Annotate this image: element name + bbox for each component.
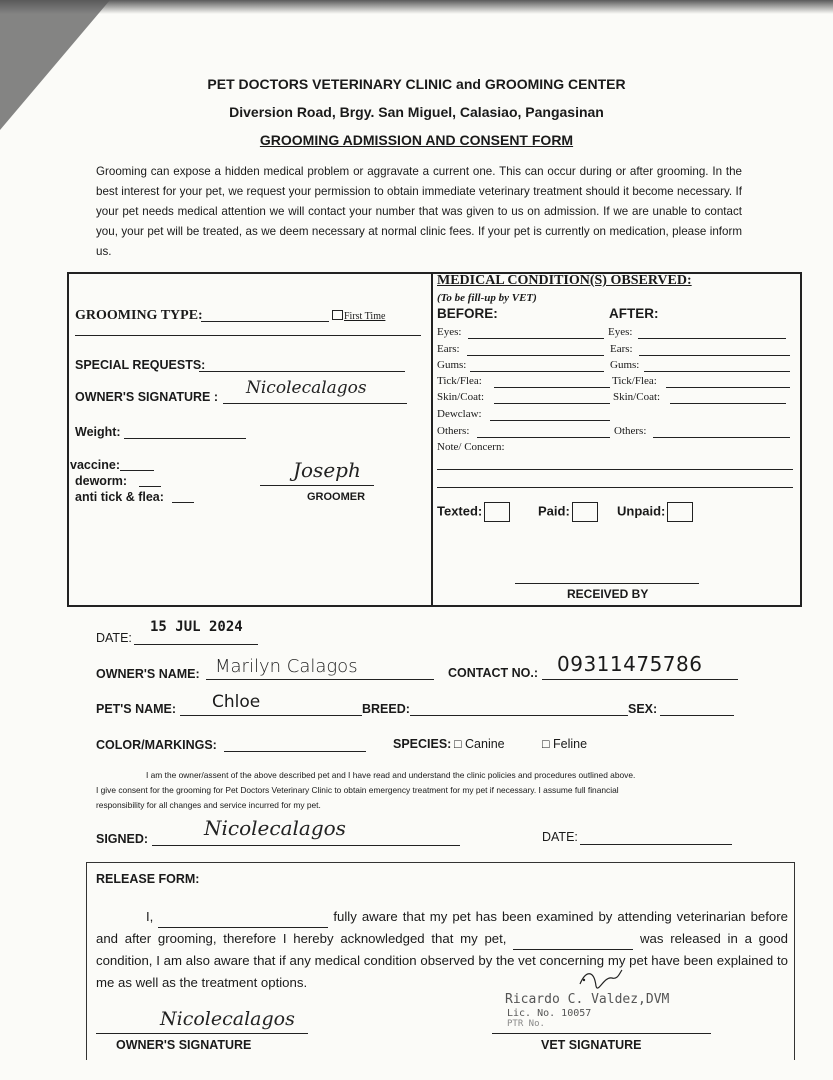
owner-signature-value: Nicolecalagos <box>246 378 367 398</box>
before-eyes-label: Eyes: <box>437 326 462 338</box>
grooming-type-field[interactable] <box>201 308 329 322</box>
scan-shadow <box>0 0 833 14</box>
before-tickflea-field[interactable] <box>494 375 610 388</box>
antitick-field[interactable] <box>172 490 194 503</box>
species-canine-option[interactable]: □ Canine <box>454 737 505 751</box>
after-tickflea-label: Tick/Flea: <box>612 375 657 387</box>
note-line-2[interactable] <box>437 476 793 488</box>
unpaid-option[interactable] <box>617 502 693 522</box>
owner-name-value: Marilyn Calagos <box>215 656 358 677</box>
after-tickflea-field[interactable] <box>666 375 790 388</box>
before-others-label: Others: <box>437 425 470 437</box>
unpaid-label: Unpaid: <box>617 503 666 519</box>
before-gums-label: Gums: <box>437 359 467 371</box>
breed-label: BREED: <box>362 702 410 716</box>
release-owner-label: OWNER'S SIGNATURE <box>116 1038 252 1052</box>
contact-label: CONTACT NO.: <box>448 666 539 680</box>
after-label: AFTER: <box>609 306 659 321</box>
consent-text <box>96 768 744 813</box>
signed-value: Nicolecalagos <box>204 816 346 840</box>
consent-line-2: I give consent for the grooming for Pet Doctors Veterinary Clinic to obtain emergency treatment for my pet if necessary. I assume full financial <box>96 785 619 795</box>
weight-label: Weight: <box>75 425 121 439</box>
species-feline-option[interactable]: □ Feline <box>542 737 588 751</box>
before-skincoat-field[interactable] <box>494 391 610 404</box>
special-requests-label: SPECIAL REQUESTS: <box>75 358 206 372</box>
date-label: DATE: <box>96 631 132 645</box>
contact-value: 09311475786 <box>557 652 703 676</box>
color-field[interactable] <box>224 738 366 752</box>
form-title: GROOMING ADMISSION AND CONSENT FORM <box>259 132 574 148</box>
note-line-1[interactable] <box>437 458 793 470</box>
consent-date-field[interactable] <box>580 831 732 845</box>
before-dewclaw-label: Dewclaw: <box>437 408 482 420</box>
texted-label: Texted: <box>437 503 483 519</box>
before-ears-field[interactable] <box>467 343 604 356</box>
release-text-3: was released in a good condition, I am also aware that if any medical condition observed by the vet concerning my pet have been explained to me as well as the treatment options. <box>96 931 789 990</box>
color-label: COLOR/MARKINGS: <box>96 738 217 752</box>
before-tickflea-label: Tick/Flea: <box>437 375 482 387</box>
medical-title: MEDICAL CONDITION(S) OBSERVED: <box>437 273 692 288</box>
texted-checkbox[interactable] <box>484 502 510 522</box>
first-time-label: First Time <box>344 311 386 322</box>
grooming-type-line-2 <box>75 326 421 336</box>
before-skincoat-label: Skin/Coat: <box>437 391 485 403</box>
medical-subtitle: (To be fill-up by VET) <box>437 292 537 304</box>
vet-signature-label: VET SIGNATURE <box>541 1038 642 1052</box>
breed-field[interactable] <box>410 702 628 716</box>
sex-field[interactable] <box>660 702 734 716</box>
received-by-line[interactable] <box>515 572 699 584</box>
release-owner-line[interactable] <box>96 1020 308 1034</box>
before-label: BEFORE: <box>437 306 498 321</box>
vet-signature-line[interactable] <box>492 1020 711 1034</box>
after-ears-label: Ears: <box>610 343 633 355</box>
vet-license-stamp: Lic. No. 10057 <box>507 1008 592 1019</box>
release-text-1: I, <box>146 909 154 924</box>
release-text-2: fully aware that my pet has been examined by attending veterinarian before and after grooming, therefore I hereby acknowledged that my pet, <box>96 909 788 946</box>
groomer-line <box>260 472 374 486</box>
paid-label: Paid: <box>538 503 570 519</box>
after-skincoat-label: Skin/Coat: <box>613 391 661 403</box>
before-gums-field[interactable] <box>470 359 604 372</box>
release-title: RELEASE FORM: <box>96 872 200 886</box>
vet-ptr-stamp: PTR No. <box>507 1019 545 1029</box>
groomer-label: GROOMER <box>307 491 366 503</box>
release-name-field[interactable] <box>158 914 328 928</box>
grooming-type-label: GROOMING TYPE: <box>75 308 203 323</box>
antitick-label: anti tick & flea: <box>75 490 164 504</box>
pet-name-value: Chloe <box>212 692 261 712</box>
release-pet-field[interactable] <box>513 936 633 950</box>
texted-option[interactable] <box>437 502 510 522</box>
after-eyes-field[interactable] <box>638 326 786 339</box>
owner-signature-label: OWNER'S SIGNATURE : <box>75 390 219 404</box>
after-others-label: Others: <box>614 425 647 437</box>
after-gums-label: Gums: <box>610 359 640 371</box>
after-gums-field[interactable] <box>644 359 790 372</box>
deworm-field[interactable] <box>139 474 161 487</box>
received-by-label: RECEIVED BY <box>567 587 649 601</box>
vet-name-stamp: Ricardo C. Valdez,DVM <box>505 992 670 1007</box>
signed-label: SIGNED: <box>96 832 149 846</box>
intro-paragraph: Grooming can expose a hidden medical problem or aggravate a current one. This can occur during or after grooming. In the best interest for your pet, we request your permission to obtain immediate veterinary treatment should it become necessary. If your pet needs medical attention we will contact your number that was given to us on admission. If we are unable to contact you, your pet will be treated, as we deem necessary at normal clinic fees. If your pet is currently on medication, please inform us. <box>96 165 742 258</box>
consent-date-label: DATE: <box>542 830 578 844</box>
note-label: Note/ Concern: <box>437 441 505 453</box>
vaccine-label: vaccine: <box>70 458 121 472</box>
paid-option[interactable] <box>538 502 598 522</box>
after-eyes-label: Eyes: <box>608 326 633 338</box>
before-others-field[interactable] <box>477 425 610 438</box>
pet-name-label: PET'S NAME: <box>96 702 177 716</box>
groomer-signature: Joseph <box>293 458 361 482</box>
deworm-label: deworm: <box>75 474 128 488</box>
date-value: 15 JUL 2024 <box>150 619 243 635</box>
after-ears-field[interactable] <box>639 343 790 356</box>
clinic-address: Diversion Road, Brgy. San Miguel, Calasiao, Pangasinan <box>229 104 604 120</box>
box-divider <box>431 274 433 605</box>
release-text <box>96 906 788 994</box>
sex-label: SEX: <box>628 702 658 716</box>
clinic-name: PET DOCTORS VETERINARY CLINIC and GROOMING CENTER <box>207 76 626 92</box>
consent-line-1: I am the owner/assent of the above described pet and I have read and understand the clinic policies and procedures outlined above. <box>146 770 636 780</box>
vaccine-field[interactable] <box>120 458 154 471</box>
before-dewclaw-field[interactable] <box>490 408 610 421</box>
first-time-option[interactable] <box>332 310 385 322</box>
first-time-checkbox[interactable] <box>332 310 343 320</box>
special-requests-field[interactable] <box>199 358 405 372</box>
owner-name-label: OWNER'S NAME: <box>96 667 200 681</box>
after-others-field[interactable] <box>653 425 790 438</box>
after-skincoat-field[interactable] <box>670 391 786 404</box>
pet-name-field[interactable] <box>180 702 362 716</box>
species-label: SPECIES: <box>393 737 452 751</box>
release-owner-signature: Nicolecalagos <box>160 1008 295 1030</box>
weight-field[interactable] <box>124 425 246 439</box>
paid-checkbox[interactable] <box>572 502 598 522</box>
unpaid-checkbox[interactable] <box>667 502 693 522</box>
before-eyes-field[interactable] <box>468 326 604 339</box>
consent-line-3: responsibility for all changes and service incurred for my pet. <box>96 800 321 810</box>
before-ears-label: Ears: <box>437 343 460 355</box>
